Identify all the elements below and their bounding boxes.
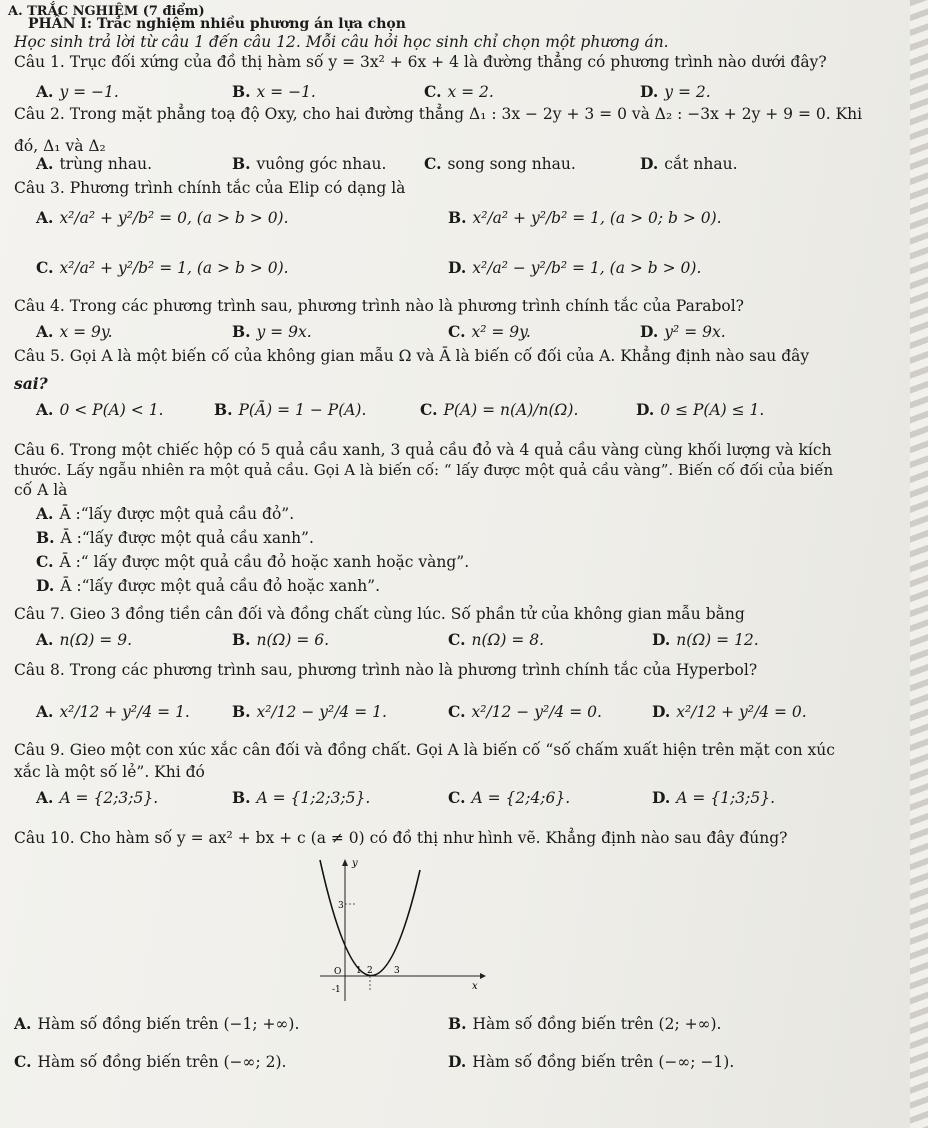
q7-option-d[interactable]: D. n(Ω) = 12. — [652, 630, 759, 649]
q2-option-c[interactable]: C. song song nhau. — [424, 154, 576, 173]
q10-option-d[interactable]: D. Hàm số đồng biến trên (−∞; −1). — [448, 1052, 735, 1071]
q4-option-c[interactable]: C. x² = 9y. — [448, 322, 531, 341]
y-axis-label: y — [352, 858, 358, 869]
q4-option-a[interactable]: A. x = 9y. — [36, 322, 113, 341]
part1-title: PHẦN I: Trắc nghiệm nhiều phương án lựa chọn — [28, 16, 406, 32]
q8-option-c[interactable]: C. x²/12 − y²/4 = 0. — [448, 702, 602, 721]
q6-option-b[interactable]: B. Ā :“lấy được một quả cầu xanh”. — [36, 528, 314, 547]
q10-option-b[interactable]: B. Hàm số đồng biến trên (2; +∞). — [448, 1014, 722, 1033]
instruction: Học sinh trả lời từ câu 1 đến câu 12. Mỗi câu hỏi học sinh chỉ chọn một phương án. — [14, 33, 669, 51]
q4-option-b[interactable]: B. y = 9x. — [232, 322, 312, 341]
q8-option-a[interactable]: A. x²/12 + y²/4 = 1. — [36, 702, 190, 721]
tick-y-minus1: -1 — [332, 985, 341, 995]
q3-option-d[interactable]: D. x²/a² − y²/b² = 1, (a > b > 0). — [448, 258, 702, 277]
tick-y-3: 3 — [338, 901, 344, 911]
y-axis-arrow — [342, 859, 348, 866]
q8-stem: Câu 8. Trong các phương trình sau, phương trình nào là phương trình chính tắc của Hyperbol? — [14, 661, 758, 679]
q6-option-d[interactable]: D. Ā :“lấy được một quả cầu đỏ hoặc xanh”. — [36, 576, 381, 595]
q10-stem: Câu 10. Cho hàm số y = ax² + bx + c (a ≠ 0) có đồ thị như hình vẽ. Khẳng định nào sau đây đúng? — [14, 829, 788, 847]
q2-stem-line1: Câu 2. Trong mặt phẳng toạ độ Oxy, cho hai đường thẳng Δ₁ : 3x − 2y + 3 = 0 và Δ₂ : −3x + 2y + 9 = 0. Khi — [14, 105, 863, 123]
q9-option-d[interactable]: D. A = {1;3;5}. — [652, 788, 776, 807]
q10-option-c[interactable]: C. Hàm số đồng biến trên (−∞; 2). — [14, 1052, 287, 1071]
q5-option-d[interactable]: D. 0 ≤ P(A) ≤ 1. — [636, 400, 765, 419]
section-a-title: A. TRẮC NGHIỆM (7 điểm) — [8, 4, 205, 19]
q10-option-a[interactable]: A. Hàm số đồng biến trên (−1; +∞). — [14, 1014, 300, 1033]
q2-option-b[interactable]: B. vuông góc nhau. — [232, 154, 387, 173]
tick-x-1: 1 — [356, 966, 362, 976]
q2-stem-line2: đó, Δ₁ và Δ₂ — [14, 137, 106, 155]
q7-option-a[interactable]: A. n(Ω) = 9. — [36, 630, 132, 649]
tick-x-2: 2 — [367, 966, 373, 976]
q4-option-d[interactable]: D. y² = 9x. — [640, 322, 726, 341]
q8-option-b[interactable]: B. x²/12 − y²/4 = 1. — [232, 702, 387, 721]
q6-option-a[interactable]: A. Ā :“lấy được một quả cầu đỏ”. — [36, 504, 295, 523]
q5-stem-line2: sai? — [14, 374, 48, 393]
q9-option-b[interactable]: B. A = {1;2;3;5}. — [232, 788, 371, 807]
q9-stem-line1: Câu 9. Gieo một con xúc xắc cân đối và đồng chất. Gọi A là biến cố “số chấm xuất hiện trên mặt con xúc — [14, 741, 835, 759]
q8-option-d[interactable]: D. x²/12 + y²/4 = 0. — [652, 702, 807, 721]
q6-stem-line2: thước. Lấy ngẫu nhiên ra một quả cầu. Gọi A là biến cố: “ lấy được một quả cầu vàng”. Biến cố đối của biến — [14, 461, 834, 479]
q7-stem: Câu 7. Gieo 3 đồng tiền cân đối và đồng chất cùng lúc. Số phần tử của không gian mẫu bằng — [14, 605, 745, 623]
q2-option-a[interactable]: A. trùng nhau. — [36, 154, 153, 173]
q7-option-c[interactable]: C. n(Ω) = 8. — [448, 630, 545, 649]
x-axis-label: x — [472, 981, 478, 992]
q1-option-b[interactable]: B. x = −1. — [232, 82, 316, 101]
q5-stem-line1: Câu 5. Gọi A là một biến cố của không gian mẫu Ω và Ā là biến cố đối của A. Khẳng định nào sau đây — [14, 347, 810, 365]
parabola-curve — [320, 860, 420, 976]
q5-option-c[interactable]: C. P(A) = n(A)/n(Ω). — [420, 400, 579, 419]
q3-stem: Câu 3. Phương trình chính tắc của Elip có dạng là — [14, 179, 406, 197]
q7-option-b[interactable]: B. n(Ω) = 6. — [232, 630, 330, 649]
paper-edge — [910, 0, 928, 1128]
q5-option-a[interactable]: A. 0 < P(A) < 1. — [36, 400, 164, 419]
q1-option-c[interactable]: C. x = 2. — [424, 82, 494, 101]
q3-option-c[interactable]: C. x²/a² + y²/b² = 1, (a > b > 0). — [36, 258, 289, 277]
q1-option-a[interactable]: A. y = −1. — [36, 82, 119, 101]
q1-stem: Câu 1. Trục đối xứng của đồ thị hàm số y = 3x² + 6x + 4 là đường thẳng có phương trình nào dưới đây? — [14, 53, 827, 71]
tick-origin: O — [334, 967, 342, 977]
q4-stem: Câu 4. Trong các phương trình sau, phương trình nào là phương trình chính tắc của Parabol? — [14, 297, 744, 315]
q2-option-d[interactable]: D. cắt nhau. — [640, 154, 738, 173]
q3-option-a[interactable]: A. x²/a² + y²/b² = 0, (a > b > 0). — [36, 208, 289, 227]
tick-x-3: 3 — [394, 966, 400, 976]
q9-option-a[interactable]: A. A = {2;3;5}. — [36, 788, 159, 807]
x-axis-arrow — [480, 973, 486, 979]
q9-stem-line2: xắc là một số lẻ”. Khi đó — [14, 763, 205, 781]
q3-option-b[interactable]: B. x²/a² + y²/b² = 1, (a > 0; b > 0). — [448, 208, 722, 227]
parabola-graph — [300, 856, 490, 1006]
q6-stem-line3: cố A là — [14, 481, 68, 499]
q5-option-b[interactable]: B. P(Ā) = 1 − P(A). — [214, 400, 367, 419]
q6-option-c[interactable]: C. Ā :“ lấy được một quả cầu đỏ hoặc xanh hoặc vàng”. — [36, 552, 470, 571]
q6-stem-line1: Câu 6. Trong một chiếc hộp có 5 quả cầu xanh, 3 quả cầu đỏ và 4 quả cầu vàng cùng khối lượng và kích — [14, 441, 832, 459]
q1-option-d[interactable]: D. y = 2. — [640, 82, 711, 101]
q9-option-c[interactable]: C. A = {2;4;6}. — [448, 788, 571, 807]
